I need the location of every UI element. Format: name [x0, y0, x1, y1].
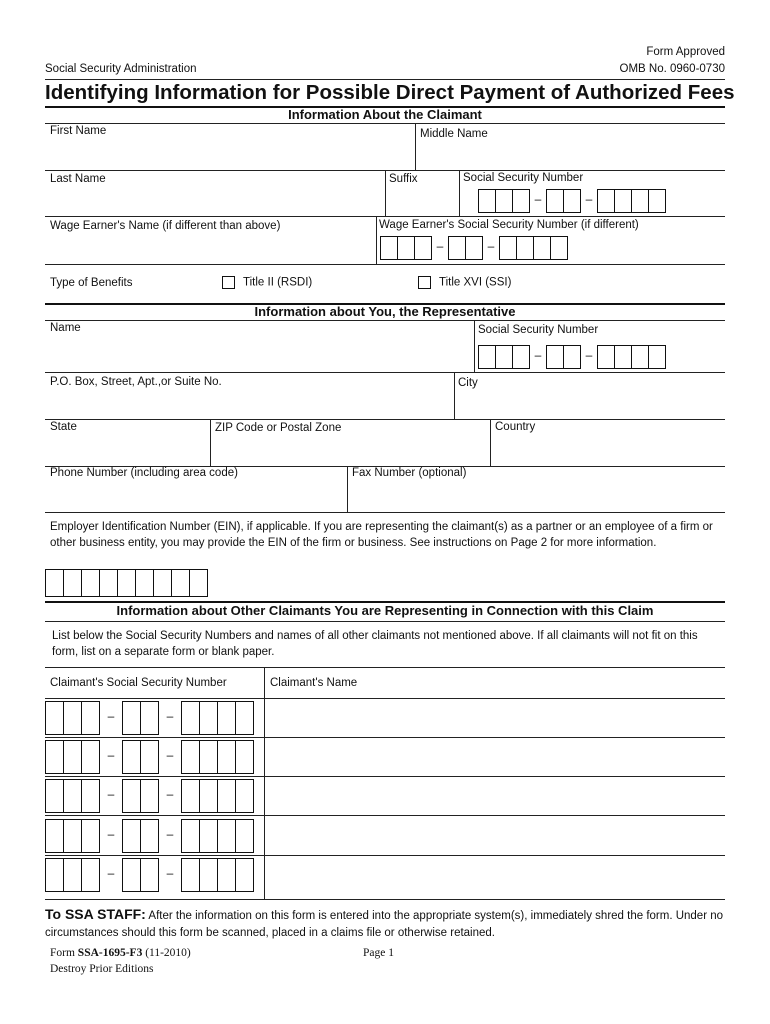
address-label: P.O. Box, Street, Apt.,or Suite No.	[50, 376, 222, 388]
middle-name-field[interactable]	[416, 124, 725, 170]
other-claimants-instructions: List below the Social Security Numbers and names of all other claimants not mentioned above. If all claimants will not fit on this form, list on a separate form or blank paper.	[52, 630, 698, 658]
staff-note-label: To SSA STAFF:	[45, 906, 146, 922]
row-ssn-boxes[interactable]: – –	[45, 819, 254, 853]
page-title: Identifying Information for Possible Direct Payment of Authorized Fees	[45, 81, 735, 104]
col-ssn-header: Claimant's Social Security Number	[50, 677, 227, 689]
wage-earner-name-field[interactable]	[45, 236, 375, 264]
title-ii-checkbox[interactable]	[222, 276, 235, 289]
omb-number: OMB No. 0960-0730	[619, 63, 725, 75]
section-claimant-title: Information About the Claimant	[288, 107, 482, 122]
state-label: State	[50, 421, 77, 433]
page-number: Page 1	[363, 947, 394, 959]
form-number	[50, 947, 191, 959]
form-prefix: Form	[50, 947, 78, 959]
first-name-label: First Name	[50, 125, 107, 137]
rep-ssn-label: Social Security Number	[478, 324, 599, 336]
ein-boxes[interactable]	[45, 569, 208, 597]
section-representative-title: Information about You, the Representative	[254, 304, 516, 319]
title-xvi-option[interactable]	[418, 276, 511, 289]
form-id: SSA-1695-F3	[77, 947, 143, 959]
staff-note	[45, 906, 725, 942]
last-name-label: Last Name	[50, 173, 106, 185]
phone-field[interactable]	[45, 483, 345, 511]
title-xvi-checkbox[interactable]	[418, 276, 431, 289]
type-of-benefits-label: Type of Benefits	[50, 277, 133, 289]
row-ssn-boxes[interactable]: – –	[45, 701, 254, 735]
wage-earner-name-label: Wage Earner's Name (if different than above)	[50, 220, 281, 232]
fax-field[interactable]	[348, 483, 725, 511]
country-label: Country	[495, 421, 536, 433]
city-field[interactable]	[455, 392, 725, 418]
row-ssn-boxes[interactable]: – –	[45, 740, 254, 774]
section-other-claimants-title: Information about Other Claimants You are Representing in Connection with this Claim	[116, 603, 654, 618]
col-name-header: Claimant's Name	[270, 677, 358, 689]
claimant-ssn-label: Social Security Number	[463, 172, 584, 184]
title-xvi-label: Title XVI (SSI)	[439, 276, 512, 289]
zip-label: ZIP Code or Postal Zone	[215, 422, 342, 434]
claimant-ssn-boxes[interactable]: – –	[478, 189, 666, 213]
country-field[interactable]	[491, 437, 725, 465]
row-name-field[interactable]	[265, 817, 725, 854]
first-name-field[interactable]	[45, 124, 414, 170]
zip-field[interactable]	[211, 437, 489, 465]
rep-name-label: Name	[50, 322, 81, 334]
ein-instructions: Employer Identification Number (EIN), if applicable. If you are representing the claimant(s) as a partner or an employee of a firm or other business entity, you may provide the EIN of the firm or business. See instructions on Page 2 for more information.	[50, 521, 713, 549]
wage-earner-ssn-label: Wage Earner's Social Security Number (if different)	[379, 219, 639, 231]
row-name-field[interactable]	[265, 856, 725, 893]
fax-label: Fax Number (optional)	[352, 467, 467, 479]
state-field[interactable]	[45, 436, 209, 465]
row-name-field[interactable]	[265, 738, 725, 775]
middle-name-label: Middle Name	[420, 128, 488, 140]
phone-label: Phone Number (including area code)	[50, 467, 238, 479]
wage-earner-ssn-boxes[interactable]: – –	[380, 236, 568, 260]
staff-note-text: After the information on this form is entered into the appropriate system(s), immediately shred the form. Under no circumstances should this form be scanned, placed in a claims file or otherwise retained.	[45, 910, 724, 939]
suffix-field[interactable]	[386, 188, 458, 216]
row-name-field[interactable]	[265, 699, 725, 736]
destroy-note: Destroy Prior Editions	[50, 963, 154, 975]
title-ii-option[interactable]	[222, 276, 312, 289]
title-ii-label: Title II (RSDI)	[243, 276, 313, 289]
city-label: City	[458, 377, 478, 389]
form-approved: Form Approved	[646, 46, 725, 58]
last-name-field[interactable]	[45, 171, 384, 216]
form-date: (11-2010)	[142, 947, 191, 959]
agency-name: Social Security Administration	[45, 63, 197, 75]
rep-ssn-boxes[interactable]: – –	[478, 345, 666, 369]
row-name-field[interactable]	[265, 777, 725, 814]
address-field[interactable]	[45, 390, 453, 418]
rep-name-field[interactable]	[45, 336, 473, 371]
row-ssn-boxes[interactable]: – –	[45, 779, 254, 813]
row-ssn-boxes[interactable]: – –	[45, 858, 254, 892]
suffix-label: Suffix	[389, 173, 418, 185]
